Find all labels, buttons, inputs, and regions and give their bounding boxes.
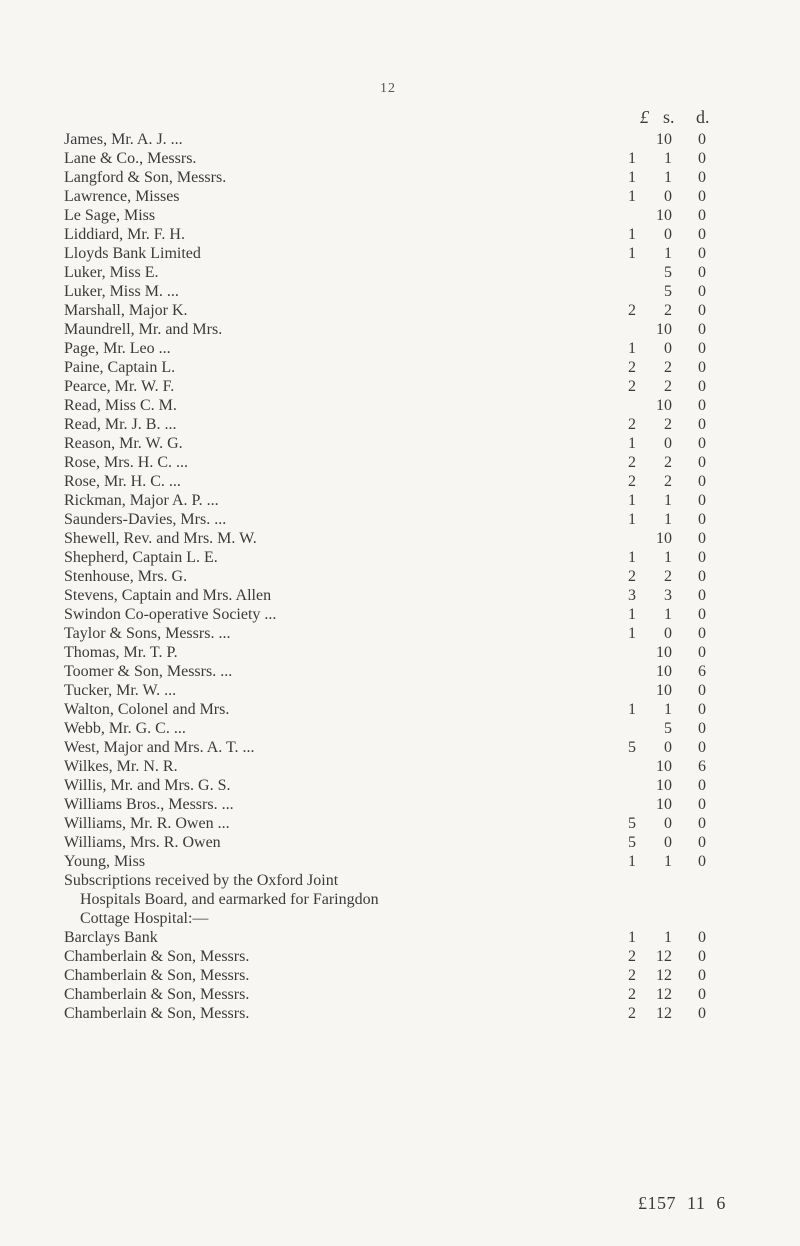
total-shillings: 11 <box>687 1193 706 1213</box>
amount-shillings: 12 <box>656 986 672 1003</box>
subscriber-row <box>64 719 714 738</box>
amount-pence: 0 <box>698 416 706 433</box>
subscriber-row <box>64 738 714 757</box>
amount-shillings: 10 <box>656 207 672 224</box>
amount-pence: 0 <box>698 777 706 794</box>
subscriber-name: Swindon Co-operative Society ... <box>64 606 277 623</box>
amount-shillings: 10 <box>656 663 672 680</box>
subscription-list <box>64 130 714 1023</box>
subscriber-row <box>64 282 714 301</box>
amount-pounds: 2 <box>628 948 636 965</box>
amount-shillings: 1 <box>664 701 672 718</box>
subscriber-name: Webb, Mr. G. C. ... <box>64 720 186 737</box>
amount-pence: 0 <box>698 853 706 870</box>
subscriber-name: Willis, Mr. and Mrs. G. S. <box>64 777 231 794</box>
amount-pence: 6 <box>698 663 706 680</box>
amount-shillings: 0 <box>664 188 672 205</box>
amount-shillings: 5 <box>664 264 672 281</box>
subscriber-row <box>64 206 714 225</box>
amount-pounds: 1 <box>628 169 636 186</box>
subscriber-row <box>64 320 714 339</box>
subscriber-row <box>64 149 714 168</box>
subscriber-row <box>64 700 714 719</box>
amount-shillings: 1 <box>664 606 672 623</box>
subscriber-row <box>64 415 714 434</box>
amount-pence: 0 <box>698 245 706 262</box>
amount-pence: 0 <box>698 625 706 642</box>
amount-shillings: 2 <box>664 359 672 376</box>
amount-pence: 0 <box>698 530 706 547</box>
amount-pounds: 1 <box>628 511 636 528</box>
amount-shillings: 0 <box>664 226 672 243</box>
amount-pounds: 1 <box>628 226 636 243</box>
amount-pence: 0 <box>698 682 706 699</box>
amount-pounds: 2 <box>628 473 636 490</box>
amount-shillings: 10 <box>656 131 672 148</box>
subscriber-name: Rose, Mr. H. C. ... <box>64 473 181 490</box>
amount-pence: 0 <box>698 568 706 585</box>
amount-pence: 0 <box>698 150 706 167</box>
subscriber-name: Read, Miss C. M. <box>64 397 177 414</box>
amount-shillings: 5 <box>664 720 672 737</box>
subscriber-row <box>64 643 714 662</box>
amount-shillings: 2 <box>664 473 672 490</box>
subscriber-row <box>64 605 714 624</box>
amount-shillings: 12 <box>656 1005 672 1022</box>
subscriber-name: Stenhouse, Mrs. G. <box>64 568 188 585</box>
subscriber-name: Luker, Miss E. <box>64 264 159 281</box>
amount-pence: 0 <box>698 454 706 471</box>
amount-shillings: 1 <box>664 511 672 528</box>
amount-shillings: 3 <box>664 587 672 604</box>
amount-pounds: 5 <box>628 739 636 756</box>
subscriber-name: Williams, Mr. R. Owen ... <box>64 815 230 832</box>
amount-shillings: 1 <box>664 150 672 167</box>
subscriber-row <box>64 453 714 472</box>
subscriber-row <box>64 681 714 700</box>
subscriptions-note-line: Cottage Hospital:— <box>80 910 209 927</box>
amount-pence: 0 <box>698 283 706 300</box>
subscriber-row <box>64 225 714 244</box>
amount-pence: 0 <box>698 359 706 376</box>
amount-pounds: 1 <box>628 853 636 870</box>
subscriber-name: Stevens, Captain and Mrs. Allen <box>64 587 272 604</box>
column-header-shillings: s. <box>663 107 675 127</box>
subscriber-row <box>64 396 714 415</box>
amount-pence: 0 <box>698 815 706 832</box>
total-pence: 6 <box>716 1193 726 1213</box>
amount-pence: 0 <box>698 340 706 357</box>
amount-shillings: 1 <box>664 245 672 262</box>
subscriber-name: Paine, Captain L. <box>64 359 176 376</box>
amount-shillings: 0 <box>664 739 672 756</box>
amount-shillings: 10 <box>656 777 672 794</box>
subscriber-row <box>64 852 714 871</box>
amount-shillings: 10 <box>656 758 672 775</box>
subscriber-name: Liddiard, Mr. F. H. <box>64 226 185 243</box>
amount-pence: 0 <box>698 967 706 984</box>
amount-pence: 0 <box>698 435 706 452</box>
subscriber-row <box>64 244 714 263</box>
amount-pounds: 1 <box>628 245 636 262</box>
amount-pence: 0 <box>698 264 706 281</box>
amount-pounds: 1 <box>628 625 636 642</box>
subscriber-row <box>64 757 714 776</box>
subscriber-name: Shepherd, Captain L. E. <box>64 549 218 566</box>
amount-pounds: 2 <box>628 454 636 471</box>
subscriber-list <box>64 130 714 871</box>
amount-pence: 0 <box>698 739 706 756</box>
subscriber-name: Chamberlain & Son, Messrs. <box>64 967 250 984</box>
grand-total <box>638 1193 732 1214</box>
amount-pounds: 3 <box>628 587 636 604</box>
amount-shillings: 1 <box>664 929 672 946</box>
amount-pence: 0 <box>698 321 706 338</box>
amount-pence: 0 <box>698 948 706 965</box>
subscriber-name: Thomas, Mr. T. P. <box>64 644 178 661</box>
amount-pounds: 2 <box>628 986 636 1003</box>
subscriber-row <box>64 795 714 814</box>
amount-pounds: 2 <box>628 568 636 585</box>
amount-pence: 0 <box>698 131 706 148</box>
amount-shillings: 10 <box>656 644 672 661</box>
subscriber-row <box>64 624 714 643</box>
amount-shillings: 1 <box>664 853 672 870</box>
subscriber-row <box>64 947 714 966</box>
subscriber-row <box>64 472 714 491</box>
amount-pounds: 5 <box>628 834 636 851</box>
subscriber-row <box>64 130 714 149</box>
subscriber-name: Rickman, Major A. P. ... <box>64 492 219 509</box>
amount-pounds: 2 <box>628 359 636 376</box>
subscriber-row <box>64 833 714 852</box>
subscriber-row <box>64 491 714 510</box>
amount-pounds: 2 <box>628 1005 636 1022</box>
amount-pounds: 1 <box>628 188 636 205</box>
amount-pence: 0 <box>698 492 706 509</box>
amount-pence: 0 <box>698 169 706 186</box>
amount-shillings: 2 <box>664 302 672 319</box>
amount-pence: 0 <box>698 701 706 718</box>
amount-shillings: 0 <box>664 834 672 851</box>
subscriber-name: Young, Miss <box>64 853 146 870</box>
subscriber-row <box>64 529 714 548</box>
subscriber-name: Le Sage, Miss <box>64 207 156 224</box>
amount-pounds: 1 <box>628 340 636 357</box>
amount-pounds: 1 <box>628 606 636 623</box>
subscriber-name: Reason, Mr. W. G. <box>64 435 183 452</box>
amount-pounds: 2 <box>628 302 636 319</box>
amount-pounds: 5 <box>628 815 636 832</box>
amount-shillings: 2 <box>664 454 672 471</box>
amount-pence: 0 <box>698 511 706 528</box>
subscriber-name: Read, Mr. J. B. ... <box>64 416 177 433</box>
subscriber-name: Chamberlain & Son, Messrs. <box>64 1005 250 1022</box>
subscriber-name: Lane & Co., Messrs. <box>64 150 197 167</box>
amount-shillings: 2 <box>664 378 672 395</box>
subscriber-row <box>64 263 714 282</box>
amount-shillings: 1 <box>664 169 672 186</box>
subscriber-row <box>64 776 714 795</box>
amount-pounds: 1 <box>628 929 636 946</box>
subscriber-name: Lloyds Bank Limited <box>64 245 201 262</box>
amount-pence: 0 <box>698 1005 706 1022</box>
amount-shillings: 0 <box>664 435 672 452</box>
subscriber-name: Williams, Mrs. R. Owen <box>64 834 221 851</box>
subscriber-row <box>64 358 714 377</box>
amount-pence: 0 <box>698 587 706 604</box>
subscriber-row <box>64 966 714 985</box>
total-pounds: £157 <box>638 1193 676 1213</box>
amount-pounds: 1 <box>628 549 636 566</box>
amount-pence: 0 <box>698 549 706 566</box>
subscriptions-note-line: Hospitals Board, and earmarked for Faringdon <box>80 891 379 908</box>
amount-pence: 0 <box>698 397 706 414</box>
amount-shillings: 2 <box>664 416 672 433</box>
amount-shillings: 5 <box>664 283 672 300</box>
amount-shillings: 2 <box>664 568 672 585</box>
subscriber-name: Wilkes, Mr. N. R. <box>64 758 178 775</box>
amount-pence: 0 <box>698 207 706 224</box>
subscriber-row <box>64 548 714 567</box>
earmarked-list <box>64 928 714 1023</box>
amount-pounds: 1 <box>628 492 636 509</box>
subscriber-row <box>64 586 714 605</box>
subscriber-name: Rose, Mrs. H. C. ... <box>64 454 189 471</box>
subscriber-name: Maundrell, Mr. and Mrs. <box>64 321 223 338</box>
subscriptions-note-line: Subscriptions received by the Oxford Joint <box>64 872 339 889</box>
subscriber-row <box>64 168 714 187</box>
amount-shillings: 10 <box>656 530 672 547</box>
amount-pence: 0 <box>698 606 706 623</box>
subscriber-row <box>64 187 714 206</box>
amount-pounds: 2 <box>628 378 636 395</box>
subscriber-name: Page, Mr. Leo ... <box>64 340 171 357</box>
column-header-pounds: £ <box>640 107 649 127</box>
amount-shillings: 10 <box>656 321 672 338</box>
amount-shillings: 12 <box>656 967 672 984</box>
amount-shillings: 10 <box>656 397 672 414</box>
subscriber-row <box>64 985 714 1004</box>
amount-pounds: 1 <box>628 701 636 718</box>
column-header-pence: d. <box>696 107 710 127</box>
amount-shillings: 0 <box>664 625 672 642</box>
amount-pence: 0 <box>698 796 706 813</box>
amount-shillings: 1 <box>664 549 672 566</box>
amount-pence: 0 <box>698 188 706 205</box>
subscriber-name: Marshall, Major K. <box>64 302 188 319</box>
subscriber-name: West, Major and Mrs. A. T. ... <box>64 739 255 756</box>
subscriber-row <box>64 301 714 320</box>
subscriber-name: Barclays Bank <box>64 929 158 946</box>
amount-shillings: 10 <box>656 796 672 813</box>
amount-pounds: 1 <box>628 150 636 167</box>
amount-shillings: 10 <box>656 682 672 699</box>
amount-pounds: 1 <box>628 435 636 452</box>
subscriber-name: Chamberlain & Son, Messrs. <box>64 986 250 1003</box>
amount-shillings: 1 <box>664 492 672 509</box>
subscriptions-note <box>64 871 604 928</box>
subscriber-row <box>64 434 714 453</box>
amount-pounds: 2 <box>628 416 636 433</box>
subscriber-row <box>64 510 714 529</box>
amount-shillings: 0 <box>664 340 672 357</box>
subscriber-row <box>64 814 714 833</box>
amount-pence: 0 <box>698 473 706 490</box>
subscriber-name: James, Mr. A. J. ... <box>64 131 183 148</box>
amount-pence: 0 <box>698 302 706 319</box>
amount-pence: 0 <box>698 720 706 737</box>
subscriber-name: Walton, Colonel and Mrs. <box>64 701 230 718</box>
subscriber-name: Shewell, Rev. and Mrs. M. W. <box>64 530 257 547</box>
amount-pence: 0 <box>698 834 706 851</box>
amount-pence: 0 <box>698 226 706 243</box>
amount-pence: 6 <box>698 758 706 775</box>
subscriber-name: Taylor & Sons, Messrs. ... <box>64 625 231 642</box>
amount-pence: 0 <box>698 986 706 1003</box>
subscriber-row <box>64 928 714 947</box>
subscriber-row <box>64 339 714 358</box>
subscriber-name: Toomer & Son, Messrs. ... <box>64 663 233 680</box>
subscriber-row <box>64 567 714 586</box>
amount-pence: 0 <box>698 644 706 661</box>
subscriber-name: Chamberlain & Son, Messrs. <box>64 948 250 965</box>
amount-pounds: 2 <box>628 967 636 984</box>
subscriber-name: Langford & Son, Messrs. <box>64 169 227 186</box>
subscriber-name: Luker, Miss M. ... <box>64 283 179 300</box>
page-number: 12 <box>380 81 396 96</box>
amount-pence: 0 <box>698 378 706 395</box>
amount-pence: 0 <box>698 929 706 946</box>
subscriber-name: Williams Bros., Messrs. ... <box>64 796 234 813</box>
subscriber-row <box>64 377 714 396</box>
subscriber-name: Saunders-Davies, Mrs. ... <box>64 511 227 528</box>
subscriber-row <box>64 1004 714 1023</box>
subscriber-name: Pearce, Mr. W. F. <box>64 378 175 395</box>
subscriber-name: Lawrence, Misses <box>64 188 180 205</box>
amount-shillings: 0 <box>664 815 672 832</box>
subscriber-name: Tucker, Mr. W. ... <box>64 682 177 699</box>
subscriber-row <box>64 662 714 681</box>
amount-shillings: 12 <box>656 948 672 965</box>
